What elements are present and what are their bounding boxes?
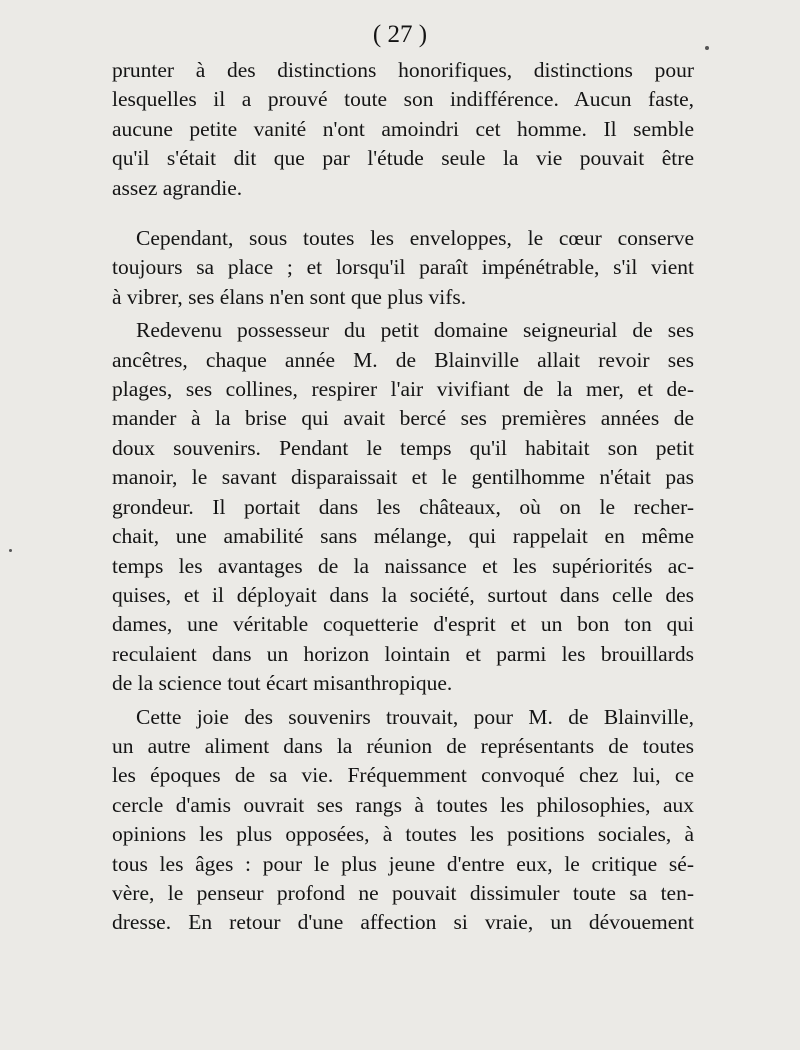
text-line: opinions les plus opposées, à toutes les positions sociales, à [112, 822, 694, 847]
text-line: reculaient dans un horizon lointain et parmi les brouillards [112, 641, 694, 666]
text-line: aucune petite vanité n'ont amoindri cet homme. Il semble [112, 116, 694, 141]
text-line: prunter à des distinctions honorifiques, distinctions pour [112, 58, 694, 82]
text-line: mander à la brise qui avait bercé ses premières années de [112, 406, 694, 431]
text-line: qu'il s'était dit que par l'étude seule la vie pouvait être [112, 146, 694, 171]
body-text [112, 56, 694, 938]
text-line: assez agrandie. [112, 175, 243, 200]
text-line: plages, ses collines, respirer l'air vivifiant de la mer, et de- [112, 377, 694, 402]
text-line: ancêtres, chaque année M. de Blainville allait revoir ses [112, 347, 694, 372]
paragraph-1 [112, 56, 694, 203]
paragraph-3 [112, 316, 694, 698]
text-line: temps les avantages de la naissance et les supériorités ac- [112, 553, 694, 578]
text-line: quises, et il déployait dans la société, surtout dans celle des [112, 582, 694, 607]
page-number: ( 27 ) [372, 21, 428, 48]
text-line: Cette joie des souvenirs trouvait, pour M. de Blainville, [136, 704, 694, 729]
text-line: chait, une amabilité sans mélange, qui rappelait en même [112, 524, 694, 549]
text-line: doux souvenirs. Pendant le temps qu'il habitait son petit [112, 435, 694, 460]
text-line: de la science tout écart misanthropique. [112, 671, 453, 696]
paragraph-4 [112, 703, 694, 938]
text-line: dresse. En retour d'une affection si vraie, un dévouement [112, 910, 694, 935]
text-line: à vibrer, ses élans n'en sont que plus vifs. [112, 284, 467, 309]
paragraph-2 [112, 224, 694, 312]
text-line: tous les âges : pour le plus jeune d'entre eux, le critique sé- [112, 851, 694, 876]
text-line: vère, le penseur profond ne pouvait dissimuler toute sa ten- [112, 880, 694, 905]
print-speck-mark [705, 46, 709, 50]
text-line: lesquelles il a prouvé toute son indifférence. Aucun faste, [112, 87, 694, 112]
text-line: Redevenu possesseur du petit domaine seigneurial de ses [136, 318, 694, 343]
text-line: les époques de sa vie. Fréquemment convoqué chez lui, ce [112, 763, 694, 788]
text-line: manoir, le savant disparaissait et le gentilhomme n'était pas [112, 465, 694, 490]
text-line: grondeur. Il portait dans les châteaux, où on le recher- [112, 494, 694, 519]
text-line: dames, une véritable coquetterie d'esprit et un bon ton qui [112, 612, 694, 637]
text-line: un autre aliment dans la réunion de représentants de toutes [112, 733, 694, 758]
print-speck-mark [9, 549, 12, 552]
text-line: toujours sa place ; et lorsqu'il paraît impénétrable, s'il vient [112, 255, 694, 280]
text-line: cercle d'amis ouvrait ses rangs à toutes les philosophies, aux [112, 792, 694, 817]
text-line: Cependant, sous toutes les enveloppes, le cœur conserve [136, 226, 694, 251]
